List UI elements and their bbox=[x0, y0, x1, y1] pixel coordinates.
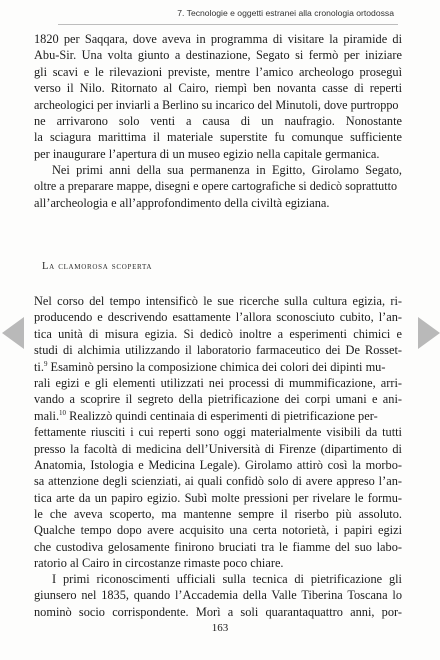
section-heading: La clamorosa scoperta bbox=[42, 261, 153, 272]
next-page-arrow-icon[interactable] bbox=[418, 317, 440, 349]
text-line-part: ti. bbox=[34, 359, 44, 374]
text-line: 1820 per Saqqara, dove aveva in programma di visitare la piramide di bbox=[34, 32, 402, 46]
footnote-ref: 10 bbox=[59, 408, 67, 417]
text-line-part: archeologici per inviarli a Berlino su incarico del Minutoli, dove purtroppo bbox=[34, 97, 399, 112]
text-line: gli scavi e le rilevazioni previste, mentre l’amico archeologo proseguì bbox=[34, 64, 402, 79]
text-line: oltre a preparare mappe, disegni e opere cartografiche si dedicò soprattutto bbox=[34, 179, 398, 194]
text-line: la sciagura marittima il materiale superstite fu comunque sufficiente bbox=[34, 130, 402, 145]
text-line: fettamente riusciti i cui reperti sono oggi materialmente visibili da tutti bbox=[34, 425, 402, 440]
text-line bbox=[34, 97, 402, 113]
text-line: Abu-Sir. Una volta giunto a destinazione, Segato si fermò per iniziare bbox=[34, 48, 402, 63]
header-rule bbox=[58, 24, 398, 25]
text-line: presso la facoltà di medicina dell’Università di Firenze (dipartimento di bbox=[34, 441, 402, 456]
text-line: all’archeologia e all’approfondimento della civiltà egiziana. bbox=[34, 195, 330, 210]
paragraph-2 bbox=[34, 162, 402, 211]
text-line-part: Realizzò quindi centinaia di esperimenti di pietrificazione per- bbox=[66, 408, 378, 423]
text-line: le che aveva scoperto, ma mantenne sempre il riserbo più assoluto. bbox=[34, 507, 402, 522]
paragraph-4 bbox=[34, 571, 402, 620]
text-line: vando a scoprire il segreto della pietrificazione dei corpi umani e ani- bbox=[34, 392, 402, 407]
text-line: producendo e descrivendo esattamente l’allora sconosciuto cubito, l’an- bbox=[34, 310, 402, 325]
text-line bbox=[34, 408, 402, 424]
text-line: sa attenzione degli scienziati, ai quali confidò solo di avere appreso l’an- bbox=[34, 474, 402, 489]
text-line: nominò socio corrispondente. Morì a soli quarantaquattro anni, por- bbox=[34, 604, 402, 619]
text-line: Nel corso del tempo intensificò le sue ricerche sulla cultura egizia, ri- bbox=[34, 294, 402, 308]
text-line: che custodiva gelosamente finirono bruciati tra le fiamme del suo labo- bbox=[34, 539, 402, 554]
text-line: I primi riconoscimenti ufficiali sulla tecnica di pietrificazione gli bbox=[52, 572, 402, 586]
text-line: rali egizi e gli elementi utilizzati nei processi di mummificazione, arri- bbox=[34, 375, 402, 390]
text-line: tica unità di misura egizia. Si dedicò inoltre a esperimenti chimici e bbox=[34, 326, 402, 341]
text-line: verso il Nilo. Ritornato al Cairo, riempì ben novanta casse di reperti bbox=[34, 81, 402, 96]
text-line: tica arte da un papiro egizio. Subì molte pressioni per rivelare le formu- bbox=[34, 490, 402, 505]
text-line: ratorio al Cairo in circostanze rimaste poco chiare. bbox=[34, 556, 284, 571]
page-number: 163 bbox=[211, 622, 229, 634]
text-line-part: mali. bbox=[34, 408, 60, 423]
text-line: studi di alchimia utilizzando il laboratorio farmaceutico dei De Rosset- bbox=[34, 343, 402, 358]
text-line: ne arrivarono solo venti a causa di un naufragio. Nonostante bbox=[34, 113, 402, 128]
text-line-part: Esaminò persino la composizione chimica dei colori dei dipinti mu- bbox=[47, 359, 386, 374]
footnote-ref: 9 bbox=[43, 359, 48, 368]
text-line: giunsero nel 1835, quando l’Accademia della Valle Tiberina Toscana lo bbox=[34, 588, 402, 603]
text-line: Nei primi anni della sua permanenza in Egitto, Girolamo Segato, bbox=[52, 163, 402, 177]
previous-page-arrow-icon[interactable] bbox=[2, 317, 24, 349]
paragraph-3 bbox=[34, 293, 402, 572]
text-line bbox=[34, 359, 402, 375]
paragraph-1 bbox=[34, 31, 402, 162]
running-header: 7. Tecnologie e oggetti estranei alla cronologia ortodossa bbox=[177, 8, 394, 18]
text-line: per inaugurare l’apertura di un museo egizio nella capitale germanica. bbox=[34, 146, 380, 161]
text-line: Anatomia, Istologia e Medicina Legale). Girolamo attirò così la morbo- bbox=[34, 457, 402, 472]
text-line: Qualche tempo dopo avere acquisito una certa notorietà, i papiri egizi bbox=[34, 523, 402, 538]
